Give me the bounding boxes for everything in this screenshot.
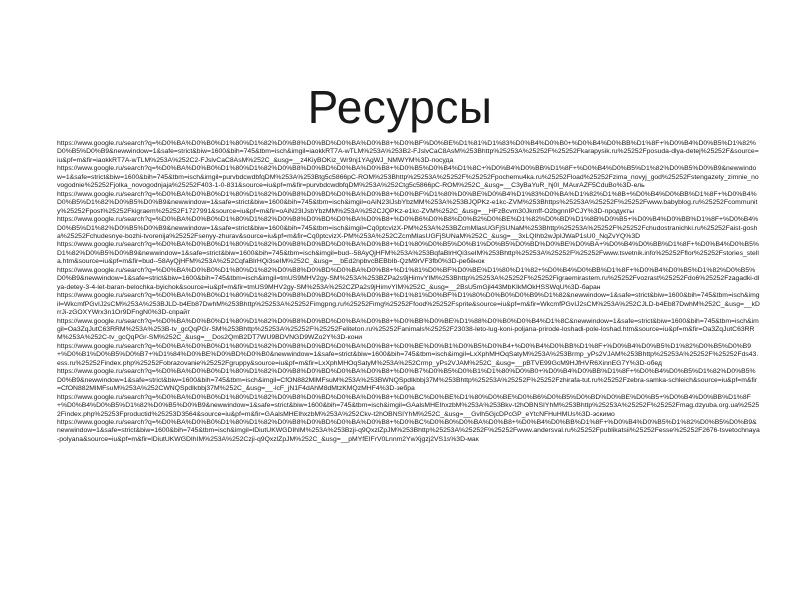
- resource-link[interactable]: https://www.google.ru/search?q=%D0%BA%D0%B0%D1%80%D1%82%D0%B8%D0%BD%D0%BA%D0%B8+%D1%81%D0%BF%D0%BE%D1%80%D1%82+%D0%B4%D0%BB%D1%8F+%D0%B4%D0%B5%D1%82%D0%B5%D0%B9&newwindow=1&safe=strict&biw=1600&bih=745&tbm=isch&imgil=tmUS9MHV2gy-SM%253A%253BZPa2s9jHimvYIM%253Bhttp%25253A%25252F%25252Figraemirastem.ru%25252Fvozrast%25252Fdo6%25252Fzagadki-dlya-detey-3-4-let-baran-belochka-byichok&source=iu&pf=m&fir=tmUS9MHV2gy-SM%253A%252CZPa2s9jHimvYIM%252C_&usg=__2BsU5mGjl443MbKIkMOkHSSWqU%3D-баран: [57, 266, 760, 291]
- resource-link[interactable]: https://www.google.ru/search?q=%D0%BA%D0%B0%D1%80%D1%82%D0%B8%D0%BD%D0%BA%D0%B8+%D0%BC%D0%B0%D0%BA%D0%B8+%D0%B4%D0%BB%D1%8F+%D0%B4%D0%B5%D1%82%D0%B5%D0%B9&newwindow=1&safe=strict&biw=1600&bih=745&tbm=isch&imgil=lDiutUKWGDIhIM%253A%253Bzji-q9QxzlZpJM%253Bhttp%25253A%25252F%25252Fwww.andersval.ru%25252Fpublikatsii%25252Fesse%25252F2676-tsvetochnaya-polyana&source=iu&pf=m&fir=lDiutUKWGDIhIM%253A%252Czji-q9QxzlZpJM%252C_&usg=__pMYfEIFrV0Lnnm2YwXjgzj2VS1s%3D-мак: [57, 418, 760, 443]
- resource-link[interactable]: https://www.google.ru/search?q=%D0%BA%D0%B0%D1%80%D1%82%D0%B8%D0%BD%D0%BA%D0%B8+%D0%BF%D0%BE%D1%81%D1%83%D0%B4%D0%B0+%D0%B4%D0%BB%D1%8F+%D0%B4%D0%B5%D1%82%D0%B5%D0%B9&newwindow=1&safe=strict&biw=1600&bih=745&tbm=isch&imgil=iaokkRT7A-wTLM%253A%253B2-FJslvCaC8AsM%253Bhttp%25253A%25252F%25252Fkarapysik.ru%25252Fposuda-dlya-detej%25252F&source=iu&pf=m&fir=iaokkRT7A-wTLM%253A%252C2-FJslvCaC8AsM%252C_&usg=__z4KiyBOKiz_Wr9nj1YAgWJ_NMWYM%3D-посуда: [57, 140, 759, 164]
- resource-link[interactable]: https://www.google.ru/search?q=%D0%BA%D0%B0%D1%80%D1%82%D0%B8%D0%BD%D0%BA%D0%B8+%D0%B7%D0%B5%D0%B1%D1%80%D0%B0+%D0%B4%D0%BB%D1%8F+%D0%B4%D0%B5%D1%82%D0%B5%D0%B9&newwindow=1&safe=strict&biw=1600&bih=745&tbm=isch&imgil=CfON882MlMFsuM%253A%253BWNQSpdIkbbj37M%253Bhttp%25253A%25252F%25252Fzhirafa-tut.ru%25252Fzebra-samka-schleich&source=iu&pf=m&fir=CfON882MlMFsuM%253A%252CWNQSpdIkbbj37M%252C_&usg=__-lcF_jN1F4dAhM8dMtzKMQzMHF4%3D-зебра: [57, 368, 758, 393]
- resource-link[interactable]: https://www.google.ru/search?q=%D0%BA%D0%B0%D1%80%D1%82%D0%B8%D0%BD%D0%BA%D0%B8+%D1%81%D0%BF%D1%80%D0%B0%D0%B9%D1%82&newwindow=1&safe=strict&biw=1600&bih=745&tbm=isch&imgil=WkcmfPGvIJ2sCM%253A%253BJLD-b4Eb87DwhM%253Bhttp%25253A%25252Fimgpng.ru%25252Fimg%25252Ffood%25252Fsprite&source=iu&pf=m&fir=WkcmfPGvIJ2sCM%253A%252CJLD-b4Eb87DwhM%252C_&usg=__kDrrJi-zGOXYWrx3n1Or9DFngN0%3D-спрайт: [57, 292, 760, 317]
- resource-links-list: [57, 140, 760, 590]
- resource-link[interactable]: https://www.google.ru/search?q=%D0%BA%D0%B0%D1%80%D1%82%D0%B8%D0%BD%D0%BA%D0%B8+%D0%BF%D1%80%D0%BE%D0%B4%D1%83%D0%BA%D1%82%D1%8B+%D0%B4%D0%BB%D1%8F+%D0%B4%D0%B5%D1%82%D0%B5%D0%B9&newwindow=1&safe=strict&biw=1600&bih=745&tbm=isch&imgil=oAiN23IJsbYbzMM%253A%253BJQPKz-e1kc-ZVM%253Bhttps%25253A%25252F%25252Fwww.babyblog.ru%25252Fcommunity%25252Fpost%25252Fkigraem%25252F1727991&source=iu&pf=m&fir=oAiN23IJsbYbzMM%253A%252CJQPKz-e1kc-ZVM%252C_&usg=__HFzBcvm30Jkmff-O2bgnnIPCJY%3D-продукты: [57, 190, 758, 215]
- slide-title: Ресурсы: [307, 80, 493, 133]
- resource-link[interactable]: https://www.google.ru/search?q=%D0%BA%D0%B0%D1%80%D1%82%D0%B8%D0%BD%D0%BA%D0%B8+%D0%BE%D0%B1%D0%B5%D0%B4+%D0%B4%D0%BB%D1%8F+%D0%B4%D0%B5%D1%82%D0%B5%D0%B9+%D0%B1%D0%B5%D0%B7+%D1%84%D0%BE%D0%BD%D0%B0&newwindow=1&safe=strict&biw=1600&bih=745&tbm=isch&imgil=LxXphMHOqSatyM%253A%253Brmp_yPs2VJAM%253Bhttp%25253A%25252F%25252Fds43.ess.ru%25252Findex.php%25252Fobrazovanie%25252Fgruppy&source=iu&pf=m&fir=LxXphMHOqSatyM%253A%252Crmp_yPs2VJAM%252C_&usg=__pBTVE99GcM9HJfHVR6XinnEG7Y%3D-обед: [57, 342, 759, 367]
- resource-link[interactable]: https://www.google.ru/search?q=%D0%BA%D0%B0%D1%80%D1%82%D0%B8%D0%BD%D0%BA%D0%B8+%D0%BC%D0%BE%D1%80%D0%BE%D0%B6%D0%B5%D0%BD%D0%BE%D0%B5+%D0%B4%D0%BB%D1%8F+%D0%B4%D0%B5%D1%82%D0%B5%D0%B9&newwindow=1&safe=strict&biw=1600&bih=745&tbm=isch&imgil=GAalsMHEIhxzbM%253A%253Bkv-t2hOBNSIYhM%253Bhttp%25253A%25252F%25252Fmag.dzyuba.org.ua%25252Findex.php%25253Fproductid%25253D3564&source=iu&pf=m&fir=GAalsMHEIhxzbM%253A%252Ckv-t2hOBNSIYhM%252C_&usg=__Gvlh5GjcDPcGP_eYtcNFHuHMUs%3D-эскимо: [57, 393, 760, 418]
- resource-link[interactable]: https://www.google.ru/search?q=%D0%BA%D0%B0%D1%80%D1%82%D0%B8%D0%BD%D0%BA%D0%B8+%D0%B6%D0%B8%D0%B2%D0%BE%D1%82%D0%BD%D1%8B%D0%B5+%D0%B4%D0%BB%D1%8F+%D0%B4%D0%B5%D1%82%D0%B5%D0%B9&newwindow=1&safe=strict&biw=1600&bih=745&tbm=isch&imgil=Cq0ptcvizX-PM%253A%253BZcmMlasUGFjSUNaM%253Bhttp%25253A%25252F%25252Fchudostranichki.ru%25252Faist-gosha%25252Fchudesnye-bozhi-tvorenija%25252Fsenyy-zhurav&source=iu&pf=m&fir=Cq0ptcvizX-PM%253A%252CZcmMlasUGFjSUNaM%252C_&usg=__3xLQIhb2wJpIJWaP1sU0_NqZvYQ%3D: [57, 216, 759, 240]
- resource-link[interactable]: https://www.google.ru/search?q=%D0%BA%D0%B0%D1%80%D1%82%D0%B8%D0%BD%D0%BA%D0%B8+%D1%80%D0%B5%D0%B1%D0%B5%D0%BD%D0%BE%D0%BA+%D0%B4%D0%BB%D1%8F+%D0%B4%D0%B5%D1%82%D0%B5%D0%B9&newwindow=1&safe=strict&biw=1600&bih=745&tbm=isch&imgil=bud--58AyQjHFM%253A%253BqfaBlrHQi3seIM%253Bhttp%25253A%25252F%25252Fwww.tsvetnik.info%25252Fflor%25252Fstories_stella.htm&source=iu&pf=m&fir=bud--58AyQjHFM%253A%252CqfaBlrHQi3seIM%252C_&usg=__bEd2npbvcBEBbIb-QzM9rVF3fb0%3D-ребёнок: [57, 241, 759, 266]
- resource-link[interactable]: https://www.google.ru/search?q=%D0%BA%D0%B0%D1%80%D1%82%D0%B8%D0%BD%D0%BA%D0%B8+%D0%B5%D0%B4%D1%8C+%D0%B4%D0%BB%D1%8F+%D0%B4%D0%B5%D1%82%D0%B5%D0%B9&newwindow=1&safe=strict&biw=1600&bih=745&tbm=isch&imgil=purvbdcwdbfqDM%253A%253Btg5c5866pC-ROM%253Bhttp%25253A%25252F%25252Fpochemu4ka.ru%25252Fload%25252Fzima_novyj_god%25252Fstengazety_zimnie_novogodnie%25252Fjolka_novogodnjaja%25252F403-1-0-831&source=iu&pf=m&fir=purvbdcwdbfqDM%253A%252Ctg5c5866pC-ROM%252C_&usg=__C3yBaYuR_hj0I_MAurAZF5CduBo%3D-ель: [57, 165, 759, 190]
- resource-link[interactable]: https://www.google.ru/search?q=%D0%BA%D0%B0%D1%80%D1%82%D0%B8%D0%BD%D0%BA%D0%B8+%D0%BB%D0%BE%D1%88%D0%B0%D0%B4%D1%8C&newwindow=1&safe=strict&biw=1600&bih=745&tbm=isch&imgil=Oa3ZqJutC63RRM%253A%253B-tv_gcQqPGr-SM%253Bhttp%25253A%25252F%25252Feliteton.ru%25252Fanimals%25252F23038-leto-lug-koni-poljana-prirode-loshadi-pole-loshad.htm&source=iu&pf=m&fir=Oa3ZqJutC63RRM%253A%252C-tv_gcQqPGr-SM%252C_&usg=__Dos2QmB2DT7WU9BDVNGD9WZo2Y%3D-кони: [57, 317, 759, 342]
